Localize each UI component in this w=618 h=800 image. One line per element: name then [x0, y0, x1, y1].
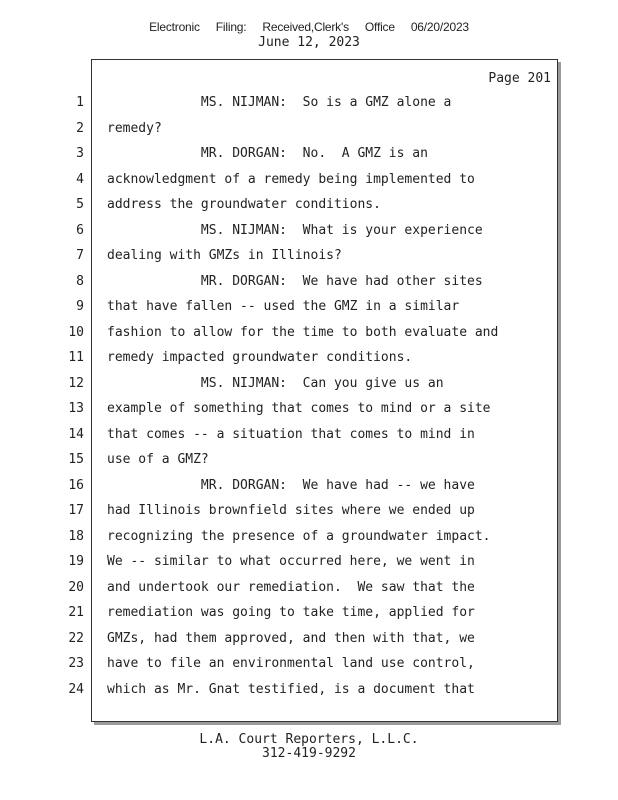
page-number: Page 201 [488, 71, 551, 86]
transcript-line: acknowledgment of a remedy being implemented to [107, 171, 475, 187]
line-number: 20 [68, 579, 84, 595]
line-number: 12 [68, 375, 84, 391]
line-number: 11 [68, 350, 84, 365]
transcript-line: remedy impacted groundwater conditions. [107, 350, 413, 365]
stamp-received: Received,Clerk's [262, 20, 349, 34]
transcript-line: remediation was going to take time, applied for [107, 605, 475, 620]
transcript-line: MR. DORGAN: No. A GMZ is an [107, 146, 428, 161]
transcript-line: GMZs, had them approved, and then with that, we [107, 630, 475, 646]
transcript-line: example of something that comes to mind or a site [107, 401, 491, 416]
stamp-office: Office [364, 20, 395, 34]
line-number: 19 [68, 554, 84, 569]
line-number: 22 [68, 630, 84, 646]
line-number: 18 [68, 528, 84, 544]
line-number: 13 [68, 401, 84, 416]
transcript-line: have to file an environmental land use control, [107, 656, 475, 671]
line-number: 16 [68, 477, 84, 493]
transcript-line: remedy? [107, 120, 162, 136]
stamp-filing: Filing: [215, 20, 247, 34]
page-footer [0, 733, 618, 761]
transcript-line: recognizing the presence of a groundwater impact. [107, 528, 491, 544]
transcript-line: address the groundwater conditions. [107, 197, 381, 212]
line-number: 4 [76, 171, 84, 187]
transcript-line: MR. DORGAN: We have had other sites [107, 273, 483, 289]
transcript-date: June 12, 2023 [258, 35, 360, 50]
line-number: 24 [68, 681, 84, 697]
transcript-line: that have fallen -- used the GMZ in a similar [107, 299, 460, 314]
stamp-date: 06/20/2023 [410, 20, 469, 34]
line-number: 6 [76, 222, 84, 238]
transcript-line: that comes -- a situation that comes to mind in [107, 426, 475, 442]
transcript-line: which as Mr. Gnat testified, is a document that [107, 681, 475, 697]
line-number: 15 [68, 452, 84, 467]
line-number: 10 [68, 324, 84, 340]
line-number: 5 [76, 197, 84, 212]
transcript-line: had Illinois brownfield sites where we ended up [107, 503, 475, 518]
line-number: 3 [76, 146, 84, 161]
transcript-line: fashion to allow for the time to both evaluate and [107, 324, 499, 340]
transcript-line: We -- similar to what occurred here, we went in [107, 554, 475, 569]
line-number: 7 [76, 248, 84, 263]
line-number: 8 [76, 273, 84, 289]
line-number: 2 [76, 120, 84, 136]
transcript-line: dealing with GMZs in Illinois? [107, 248, 342, 263]
line-number: 23 [68, 656, 84, 671]
transcript-line: MS. NIJMAN: So is a GMZ alone a [107, 95, 452, 110]
transcript-line: and undertook our remediation. We saw that the [107, 579, 475, 595]
reporter-phone: 312-419-9292 [262, 746, 356, 761]
transcript-line: MS. NIJMAN: What is your experience [107, 222, 483, 238]
transcript-line: MS. NIJMAN: Can you give us an [107, 375, 444, 391]
line-number: 17 [68, 503, 84, 518]
line-number: 1 [76, 95, 84, 110]
reporter-name: L.A. Court Reporters, L.L.C. [199, 732, 419, 747]
line-number: 9 [76, 299, 84, 314]
line-number: 21 [68, 605, 84, 620]
line-number: 14 [68, 426, 84, 442]
transcript-line: MR. DORGAN: We have had -- we have [107, 477, 475, 493]
filing-stamp [0, 20, 618, 34]
stamp-electronic: Electronic [149, 20, 200, 34]
transcript-line: use of a GMZ? [107, 452, 209, 467]
